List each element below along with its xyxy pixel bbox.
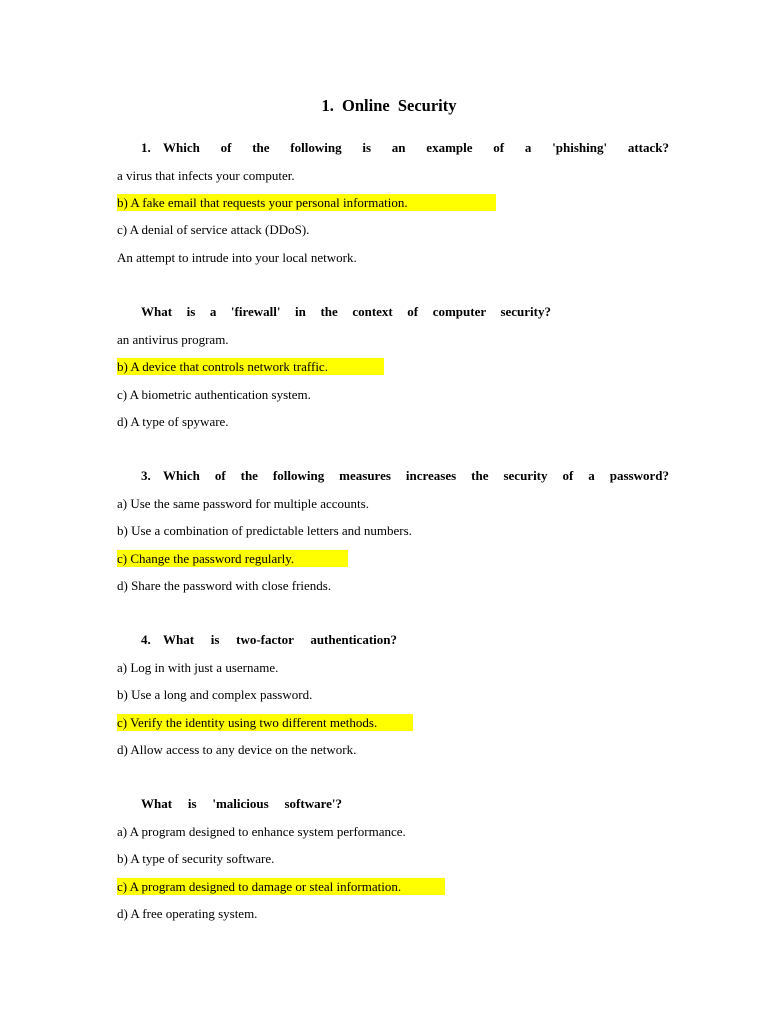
answer-option-highlighted: b) A device that controls network traffic. [117,358,384,375]
answer-option-highlighted: c) Change the password regularly. [117,550,348,567]
answer-option: a) Use the same password for multiple accounts. [117,496,369,511]
question-1 [141,140,669,156]
answer-option: a virus that infects your computer. [117,168,295,183]
question-text: What is two-factor authentication? [163,632,397,647]
answer-option: c) A denial of service attack (DDoS). [117,222,310,237]
answer-option: d) A free operating system. [117,906,258,921]
question-text: What is 'malicious software'? [141,796,342,811]
answer-option: b) A type of security software. [117,851,275,866]
question-text: What is a 'firewall' in the context of computer security? [141,304,551,319]
question-number: 1. [141,140,151,155]
question-2 [141,304,551,320]
answer-option-highlighted: c) A program designed to damage or steal information. [117,878,445,895]
answer-option-highlighted: c) Verify the identity using two different methods. [117,714,413,731]
answer-option-highlighted: b) A fake email that requests your personal information. [117,194,496,211]
document-title: 1. Online Security [321,96,457,115]
question-4 [141,632,397,648]
question-number: 4. [141,632,151,647]
answer-option: b) Use a combination of predictable letters and numbers. [117,523,412,538]
answer-option: a) A program designed to enhance system performance. [117,824,406,839]
answer-option: d) Share the password with close friends. [117,578,332,593]
answer-option: c) A biometric authentication system. [117,387,311,402]
answer-option: an antivirus program. [117,332,229,347]
question-number: 3. [141,468,151,483]
answer-option: d) Allow access to any device on the network. [117,742,357,757]
question-text: Which of the following measures increases the security of a password? [163,468,669,483]
answer-option: d) A type of spyware. [117,414,229,429]
question-5 [141,796,342,812]
answer-option: An attempt to intrude into your local network. [117,250,357,265]
answer-option: b) Use a long and complex password. [117,687,313,702]
answer-option: a) Log in with just a username. [117,660,279,675]
question-text: Which of the following is an example of a 'phishing' attack? [163,140,669,155]
question-3 [141,468,669,484]
